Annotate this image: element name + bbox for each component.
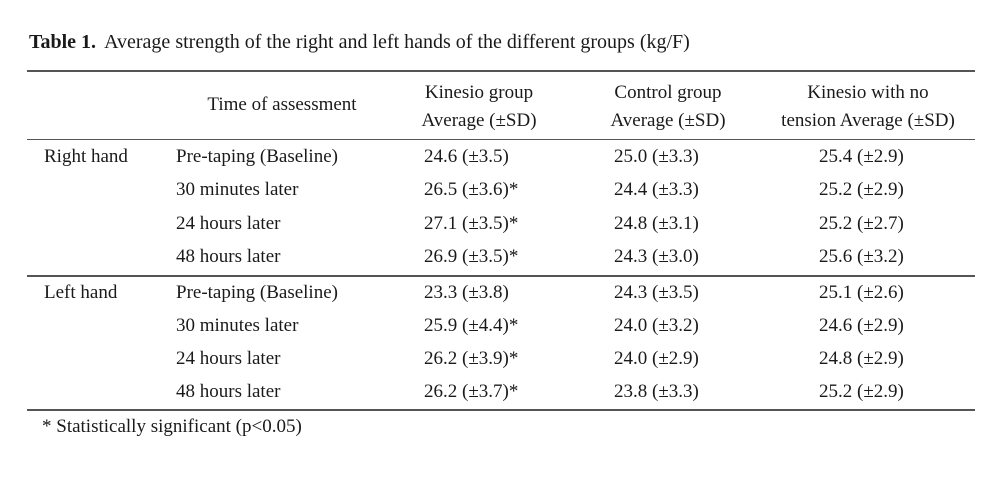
header-notension-line1: Kinesio with no [807,82,929,103]
row-kinesio: 26.9 (±3.5)* [424,246,519,267]
row-time: Pre-taping (Baseline) [176,146,338,167]
row-kinesio: 27.1 (±3.5)* [424,213,519,234]
row-time: 48 hours later [176,246,281,267]
row-notension: 24.8 (±2.9) [819,348,904,369]
row-kinesio: 26.2 (±3.7)* [424,381,519,402]
header-notension [762,79,974,135]
header-control-line2: Average (±SD) [610,110,726,131]
row-kinesio: 24.6 (±3.5) [424,146,509,167]
table-label: Table 1. [29,31,97,53]
row-control: 24.4 (±3.3) [614,179,699,200]
header-control [588,79,748,135]
row-notension: 24.6 (±2.9) [819,315,904,336]
row-notension: 25.2 (±2.9) [819,381,904,402]
row-control: 24.0 (±3.2) [614,315,699,336]
row-kinesio: 25.9 (±4.4)* [424,315,519,336]
section-rule [27,275,975,277]
header-time: Time of assessment [207,94,357,115]
row-time: 30 minutes later [176,179,299,200]
row-control: 25.0 (±3.3) [614,146,699,167]
row-kinesio: 26.5 (±3.6)* [424,179,519,200]
row-hand: Left hand [44,282,118,303]
row-control: 24.3 (±3.0) [614,246,699,267]
row-control: 24.8 (±3.1) [614,213,699,234]
row-notension: 25.2 (±2.7) [819,213,904,234]
header-notension-line2: tension Average (±SD) [781,110,955,131]
row-kinesio: 23.3 (±3.8) [424,282,509,303]
table-caption [29,31,690,54]
header-kinesio-line2: Average (±SD) [421,110,537,131]
table-title: Average strength of the right and left hands of the different groups (kg/F) [104,31,690,53]
header-rule [27,139,975,140]
row-notension: 25.1 (±2.6) [819,282,904,303]
bottom-rule [27,409,975,411]
row-time: 24 hours later [176,348,281,369]
row-notension: 25.2 (±2.9) [819,179,904,200]
row-time: 24 hours later [176,213,281,234]
row-time: Pre-taping (Baseline) [176,282,338,303]
top-rule [27,70,975,72]
row-control: 24.3 (±3.5) [614,282,699,303]
header-kinesio-line1: Kinesio group [424,82,534,103]
header-kinesio [398,79,560,135]
row-control: 24.0 (±2.9) [614,348,699,369]
row-time: 30 minutes later [176,315,299,336]
row-kinesio: 26.2 (±3.9)* [424,348,519,369]
row-hand: Right hand [44,146,128,167]
row-time: 48 hours later [176,381,281,402]
footnote: * Statistically significant (p<0.05) [42,416,302,437]
row-notension: 25.6 (±3.2) [819,246,904,267]
row-notension: 25.4 (±2.9) [819,146,904,167]
header-control-line1: Control group [614,82,722,103]
row-control: 23.8 (±3.3) [614,381,699,402]
